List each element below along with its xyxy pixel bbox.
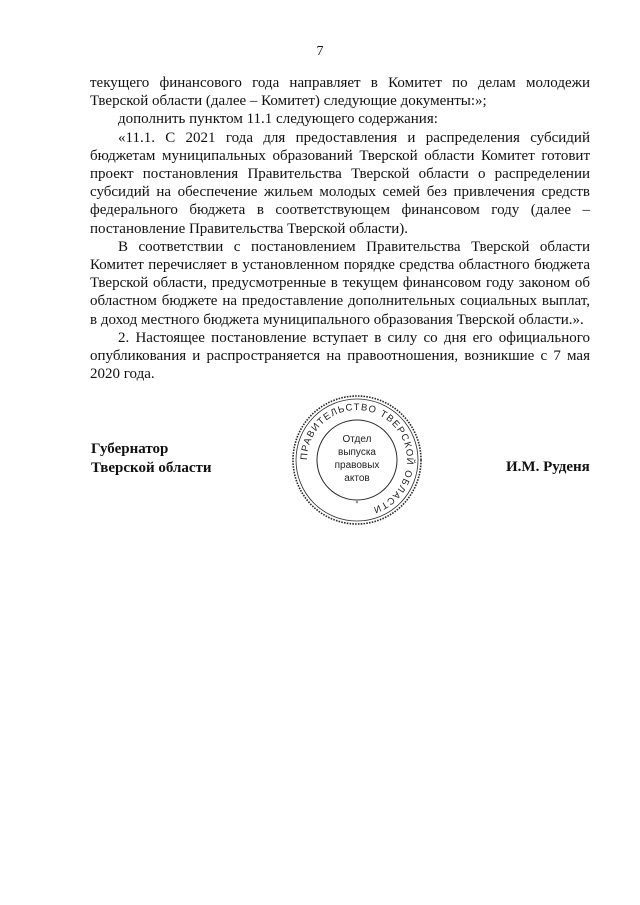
signatory-title (91, 440, 212, 477)
signatory-name: И.М. Руденя (506, 459, 590, 475)
official-stamp (290, 393, 424, 527)
page-number: 7 (316, 44, 324, 59)
paragraph-amendment-intro: дополнить пунктом 11.1 следующего содержания: (118, 111, 438, 128)
stamp-center-line-2: выпуска (338, 447, 376, 458)
paragraph-budget-transfer: В соответствии с постановлением Правительства Тверской области Комитет перечисляет в установленном порядке средства областного бюджета Тверской области, предусмотренные в текущем финансовом году законом об областном бюджете на предоставление дополнительных социальных выплат, в доход местного бюджета муниципального образования Тверской области.». (90, 238, 590, 328)
stamp-ring-text: ПРАВИТЕЛЬСТВО ТВЕРСКОЙ ОБЛАСТИ (298, 401, 416, 516)
stamp-center-line-4: актов (344, 473, 370, 484)
paragraph-clause-11-1: «11.1. С 2021 года для предоставления и распределения субсидий бюджетам муниципальных образований Тверской области Комитет готовит проект постановления Правительства Тверской области о распределении субсидий на обеспечение жильем молодых семей без привлечения средств федерального бюджета в соответствующем финансовом году (далее – постановление Правительства Тверской области). (90, 129, 590, 237)
stamp-center-line-1: Отдел (342, 434, 372, 445)
stamp-center-text (290, 433, 424, 485)
stamp-star-icon: * (355, 501, 359, 507)
paragraph-entry-into-force: 2. Настоящее постановление вступает в силу со дня его официального опубликования и распространяется на правоотношения, возникшие с 7 мая 2020 года. (90, 329, 590, 383)
document-body (90, 74, 590, 383)
paragraph-continuation: текущего финансового года направляет в Комитет по делам молодежи Тверской области (далее – Комитет) следующие документы:»; (90, 75, 590, 110)
signatory-title-line-1: Губернатор (91, 441, 169, 457)
stamp-center-line-3: правовых (334, 460, 380, 471)
signatory-title-line-2: Тверской области (91, 459, 212, 476)
